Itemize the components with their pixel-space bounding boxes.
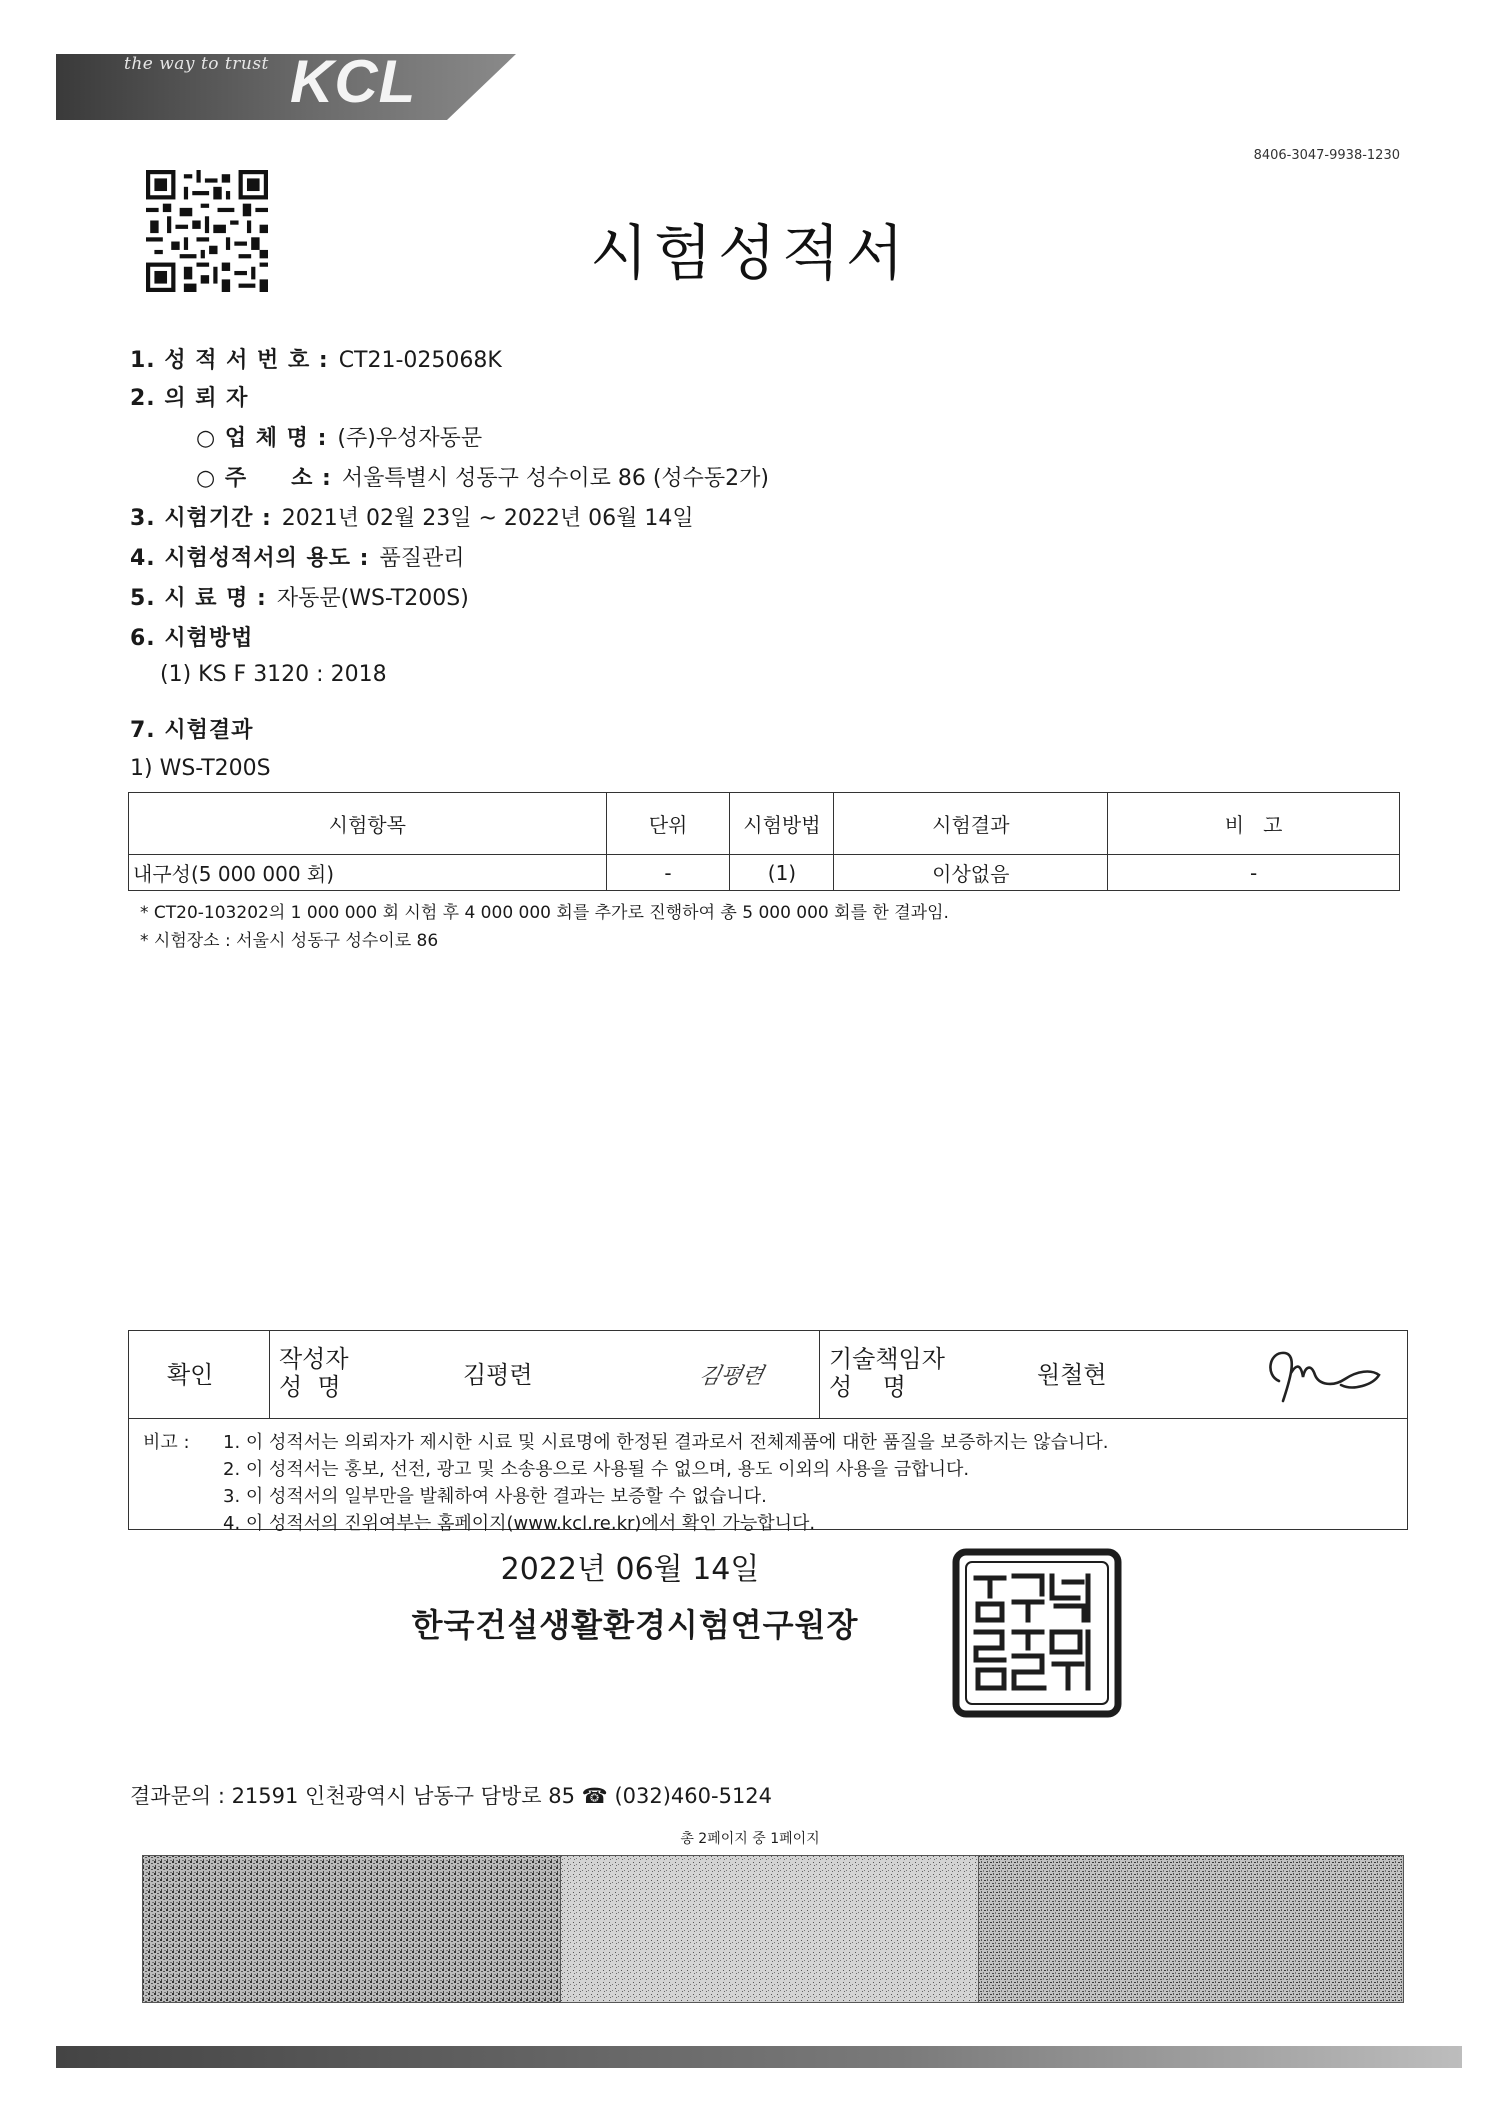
client-label: 2. 의 뢰 자 xyxy=(130,386,249,411)
header-test-item: 시험항목 xyxy=(129,793,607,855)
cell-test-item: 내구성(5 000 000 회) xyxy=(129,855,607,891)
tech-label-1: 기술책임자 xyxy=(829,1345,945,1373)
result-subtitle: 1) WS-T200S xyxy=(130,756,271,781)
contact-info: 결과문의 : 21591 인천광역시 남동구 담방로 85 ☎ (032)460-5124 xyxy=(130,1784,773,1808)
remarks-label: 비고 : xyxy=(143,1432,190,1453)
signature-row xyxy=(129,1331,1407,1419)
kcl-logo: KCL xyxy=(290,48,417,115)
confirm-label: 확인 xyxy=(167,1361,214,1389)
report-number-label: 1. 성 적 서 번 호 : xyxy=(130,348,329,373)
purpose-value: 품질관리 xyxy=(379,546,465,571)
method-line xyxy=(130,624,253,654)
tech-label-2: 성 명 xyxy=(829,1373,906,1401)
period-label: 3. 시험기간 : xyxy=(130,506,272,531)
client-line xyxy=(130,384,248,414)
remarks-block xyxy=(143,1429,1109,1534)
footnote-1: * CT20-103202의 1 000 000 회 시험 후 4 000 000 회를 추가로 진행하여 총 5 000 000 회를 한 결과임. xyxy=(140,903,949,923)
document-id: 8406-3047-9938-1230 xyxy=(1253,148,1400,163)
cell-result: 이상없음 xyxy=(834,855,1108,891)
institute-name: 한국건설생활환경시험연구원장 xyxy=(411,1606,859,1644)
security-pattern-left xyxy=(142,1855,568,2003)
header-result: 시험결과 xyxy=(834,793,1108,855)
address-label-a: ○ 주 xyxy=(196,466,248,491)
period-line xyxy=(130,504,694,534)
company-line xyxy=(196,424,482,454)
method-label: 6. 시험방법 xyxy=(130,626,254,651)
table-row xyxy=(129,855,1400,891)
confirmation-box xyxy=(128,1330,1408,1534)
official-seal-icon xyxy=(952,1548,1122,1718)
remark-2: 2. 이 성적서는 홍보, 선전, 광고 및 소송용으로 사용될 수 없으며, 용도 이외의 사용을 금합니다. xyxy=(223,1459,970,1480)
address-value: 서울특별시 성동구 성수이로 86 (성수동2가) xyxy=(341,466,769,491)
remark-1: 1. 이 성적서는 의뢰자가 제시한 시료 및 시료명에 한정된 결과로서 전체제품에 대한 품질을 보증하지는 않습니다. xyxy=(223,1432,1109,1453)
writer-name: 김평련 xyxy=(463,1361,533,1389)
cell-unit: - xyxy=(606,855,730,891)
report-number-line xyxy=(130,346,502,376)
security-pattern-center xyxy=(560,1855,986,2003)
header-unit: 단위 xyxy=(606,793,730,855)
remark-4: 4. 이 성적서의 진위여부는 홈페이지(www.kcl.re.kr)에서 확인 가능합니다. xyxy=(223,1513,816,1534)
header-remark: 비 고 xyxy=(1108,793,1400,855)
result-label: 7. 시험결과 xyxy=(130,718,254,743)
method-value: (1) KS F 3120 : 2018 xyxy=(160,662,387,687)
company-value: (주)우성자동문 xyxy=(337,426,483,451)
address-line xyxy=(196,464,769,494)
tech-signature-icon xyxy=(1261,1341,1391,1411)
sample-line xyxy=(130,584,469,614)
writer-label-1: 작성자 xyxy=(279,1345,349,1373)
sample-label: 5. 시 료 명 : xyxy=(130,586,267,611)
result-line xyxy=(130,716,253,746)
security-pattern-right xyxy=(978,1855,1404,2003)
cell-method: (1) xyxy=(730,855,834,891)
report-number-value: CT21-025068K xyxy=(338,348,502,373)
period-value: 2021년 02월 23일 ~ 2022년 06월 14일 xyxy=(281,506,694,531)
writer-label-2: 성 명 xyxy=(279,1373,341,1401)
cell-remark: - xyxy=(1108,855,1400,891)
issue-date: 2022년 06월 14일 xyxy=(500,1552,760,1587)
header-method: 시험방법 xyxy=(730,793,834,855)
footer-bar xyxy=(56,2046,1462,2068)
writer-signature: 김평련 xyxy=(696,1364,766,1389)
page-info: 총 2페이지 중 1페이지 xyxy=(680,1831,820,1847)
purpose-label: 4. 시험성적서의 용도 : xyxy=(130,546,370,571)
remark-3: 3. 이 성적서의 일부만을 발췌하여 사용한 결과는 보증할 수 없습니다. xyxy=(223,1486,767,1507)
footnote-2: * 시험장소 : 서울시 성동구 성수이로 86 xyxy=(140,931,439,951)
address-label-b: 소 : xyxy=(291,466,332,491)
slogan-text: the way to trust xyxy=(124,54,269,74)
purpose-line xyxy=(130,544,464,574)
table-header-row xyxy=(129,793,1400,855)
sample-value: 자동문(WS-T200S) xyxy=(276,586,469,611)
remarks-list xyxy=(223,1429,1108,1537)
document-title: 시험성적서 xyxy=(590,219,910,289)
results-table xyxy=(128,792,1400,891)
company-label: ○ 업 체 명 : xyxy=(196,426,328,451)
tech-name: 원철현 xyxy=(1037,1361,1107,1389)
